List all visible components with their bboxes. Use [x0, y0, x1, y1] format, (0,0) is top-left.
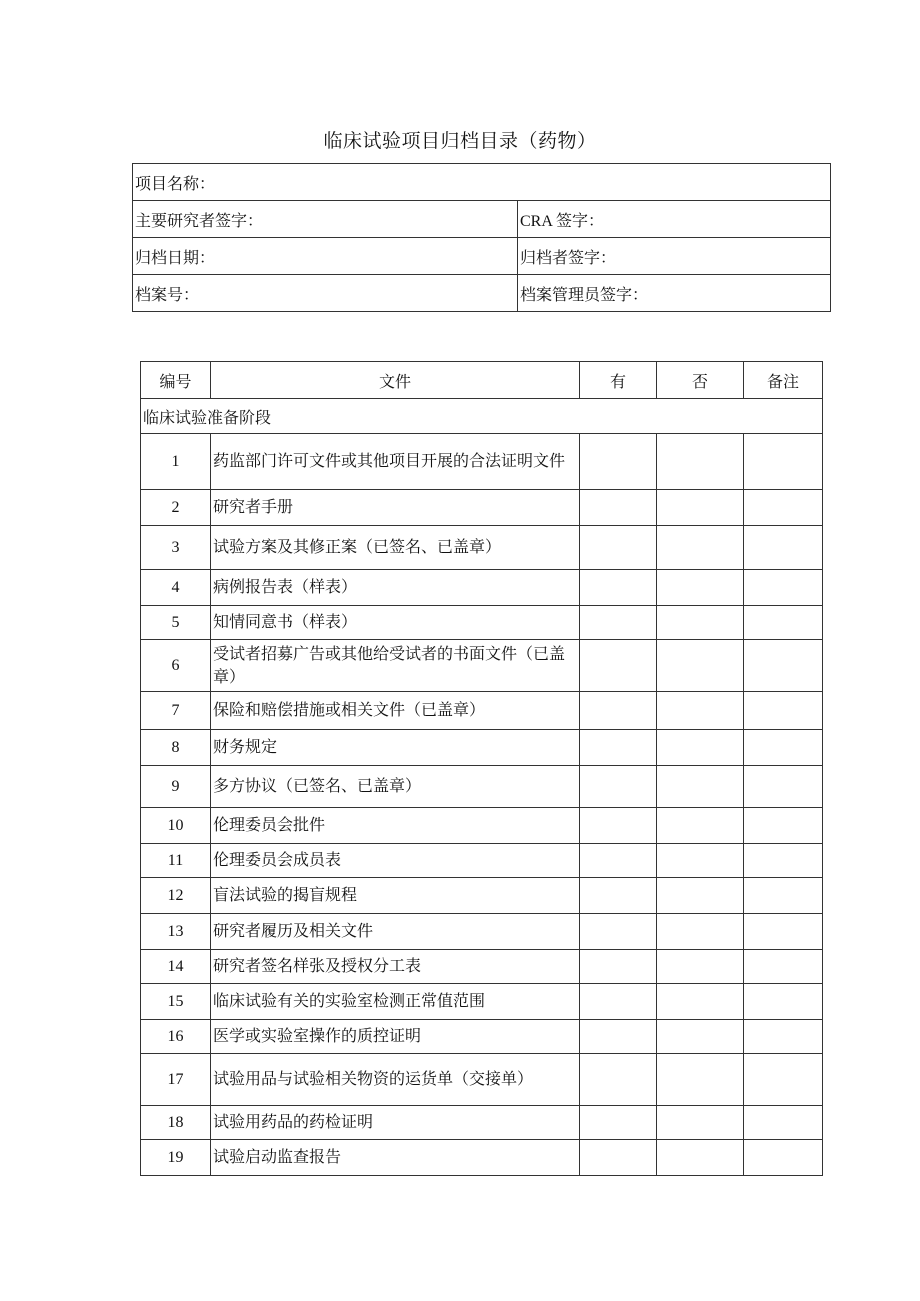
archivist-signature-field[interactable]: 档案管理员签字： [518, 275, 831, 312]
row-no-cell[interactable] [657, 766, 744, 808]
row-document: 多方协议（已签名、已盖章） [211, 766, 580, 808]
row-number: 13 [141, 914, 211, 950]
row-number: 3 [141, 526, 211, 570]
row-yes-cell[interactable] [580, 878, 657, 914]
row-remarks-cell[interactable] [744, 914, 823, 950]
project-info-table [132, 163, 831, 312]
row-no-cell[interactable] [657, 692, 744, 730]
row-no-cell[interactable] [657, 730, 744, 766]
header-yes: 有 [580, 362, 657, 399]
section-title: 临床试验准备阶段 [141, 399, 823, 434]
row-yes-cell[interactable] [580, 692, 657, 730]
table-header-row [141, 362, 823, 399]
row-remarks-cell[interactable] [744, 730, 823, 766]
file-number-field[interactable]: 档案号： [133, 275, 518, 312]
table-row [141, 1054, 823, 1106]
table-row [141, 844, 823, 878]
table-row [141, 914, 823, 950]
row-no-cell[interactable] [657, 490, 744, 526]
row-yes-cell[interactable] [580, 914, 657, 950]
row-document: 药监部门许可文件或其他项目开展的合法证明文件 [211, 434, 580, 490]
table-row [141, 692, 823, 730]
table-row [141, 1140, 823, 1176]
row-number: 17 [141, 1054, 211, 1106]
row-document: 财务规定 [211, 730, 580, 766]
row-document: 盲法试验的揭盲规程 [211, 878, 580, 914]
row-remarks-cell[interactable] [744, 1020, 823, 1054]
row-number: 2 [141, 490, 211, 526]
row-document: 受试者招募广告或其他给受试者的书面文件（已盖章） [211, 640, 580, 692]
archive-date-field[interactable]: 归档日期： [133, 238, 518, 275]
row-document: 试验用药品的药检证明 [211, 1106, 580, 1140]
table-row [141, 570, 823, 606]
table-row [141, 640, 823, 692]
row-yes-cell[interactable] [580, 1140, 657, 1176]
row-no-cell[interactable] [657, 606, 744, 640]
row-number: 10 [141, 808, 211, 844]
archiver-signature-field[interactable]: 归档者签字： [518, 238, 831, 275]
row-yes-cell[interactable] [580, 1054, 657, 1106]
row-remarks-cell[interactable] [744, 692, 823, 730]
row-no-cell[interactable] [657, 1054, 744, 1106]
row-no-cell[interactable] [657, 984, 744, 1020]
row-no-cell[interactable] [657, 914, 744, 950]
row-document: 试验方案及其修正案（已签名、已盖章） [211, 526, 580, 570]
table-row [141, 766, 823, 808]
row-remarks-cell[interactable] [744, 766, 823, 808]
row-number: 12 [141, 878, 211, 914]
row-remarks-cell[interactable] [744, 878, 823, 914]
row-yes-cell[interactable] [580, 606, 657, 640]
row-remarks-cell[interactable] [744, 434, 823, 490]
table-row [141, 878, 823, 914]
row-remarks-cell[interactable] [744, 606, 823, 640]
row-remarks-cell[interactable] [744, 490, 823, 526]
row-remarks-cell[interactable] [744, 808, 823, 844]
row-yes-cell[interactable] [580, 844, 657, 878]
archive-documents-table [140, 361, 823, 1176]
table-row [141, 984, 823, 1020]
row-document: 知情同意书（样表） [211, 606, 580, 640]
row-document: 病例报告表（样表） [211, 570, 580, 606]
row-yes-cell[interactable] [580, 570, 657, 606]
row-number: 9 [141, 766, 211, 808]
row-yes-cell[interactable] [580, 950, 657, 984]
row-no-cell[interactable] [657, 434, 744, 490]
row-yes-cell[interactable] [580, 640, 657, 692]
row-number: 6 [141, 640, 211, 692]
row-no-cell[interactable] [657, 640, 744, 692]
row-document: 伦理委员会成员表 [211, 844, 580, 878]
row-remarks-cell[interactable] [744, 984, 823, 1020]
table-row [141, 950, 823, 984]
row-number: 5 [141, 606, 211, 640]
row-remarks-cell[interactable] [744, 640, 823, 692]
table-row [141, 1020, 823, 1054]
table-row [141, 808, 823, 844]
table-row [141, 526, 823, 570]
row-yes-cell[interactable] [580, 730, 657, 766]
row-document: 伦理委员会批件 [211, 808, 580, 844]
row-remarks-cell[interactable] [744, 526, 823, 570]
row-number: 4 [141, 570, 211, 606]
row-no-cell[interactable] [657, 570, 744, 606]
row-yes-cell[interactable] [580, 766, 657, 808]
row-yes-cell[interactable] [580, 434, 657, 490]
row-yes-cell[interactable] [580, 1020, 657, 1054]
row-no-cell[interactable] [657, 1106, 744, 1140]
row-document: 研究者履历及相关文件 [211, 914, 580, 950]
header-no: 否 [657, 362, 744, 399]
row-remarks-cell[interactable] [744, 1106, 823, 1140]
row-remarks-cell[interactable] [744, 1054, 823, 1106]
table-row [141, 606, 823, 640]
row-number: 19 [141, 1140, 211, 1176]
row-remarks-cell[interactable] [744, 844, 823, 878]
row-no-cell[interactable] [657, 1140, 744, 1176]
row-document: 试验用品与试验相关物资的运货单（交接单） [211, 1054, 580, 1106]
row-no-cell[interactable] [657, 950, 744, 984]
row-remarks-cell[interactable] [744, 570, 823, 606]
row-no-cell[interactable] [657, 878, 744, 914]
row-no-cell[interactable] [657, 1020, 744, 1054]
row-document: 研究者手册 [211, 490, 580, 526]
row-number: 7 [141, 692, 211, 730]
table-row [141, 730, 823, 766]
row-number: 18 [141, 1106, 211, 1140]
row-document: 医学或实验室操作的质控证明 [211, 1020, 580, 1054]
row-document: 保险和赔偿措施或相关文件（已盖章） [211, 692, 580, 730]
row-yes-cell[interactable] [580, 526, 657, 570]
cra-signature-field[interactable]: CRA 签字： [518, 201, 831, 238]
page-title: 临床试验项目归档目录（药物） [323, 130, 597, 152]
row-number: 14 [141, 950, 211, 984]
row-document: 临床试验有关的实验室检测正常值范围 [211, 984, 580, 1020]
section-row [141, 399, 823, 434]
row-yes-cell[interactable] [580, 984, 657, 1020]
row-document: 试验启动监查报告 [211, 1140, 580, 1176]
row-number: 15 [141, 984, 211, 1020]
row-number: 1 [141, 434, 211, 490]
pi-signature-field[interactable]: 主要研究者签字： [133, 201, 518, 238]
header-number: 编号 [141, 362, 211, 399]
row-yes-cell[interactable] [580, 490, 657, 526]
row-number: 16 [141, 1020, 211, 1054]
row-yes-cell[interactable] [580, 1106, 657, 1140]
table-row [141, 434, 823, 490]
table-row [141, 490, 823, 526]
row-document: 研究者签名样张及授权分工表 [211, 950, 580, 984]
row-remarks-cell[interactable] [744, 950, 823, 984]
header-document: 文件 [211, 362, 580, 399]
row-no-cell[interactable] [657, 844, 744, 878]
row-number: 11 [141, 844, 211, 878]
row-yes-cell[interactable] [580, 808, 657, 844]
row-number: 8 [141, 730, 211, 766]
project-name-field[interactable]: 项目名称： [133, 164, 831, 201]
table-row [141, 1106, 823, 1140]
header-remarks: 备注 [744, 362, 823, 399]
row-no-cell[interactable] [657, 808, 744, 844]
row-remarks-cell[interactable] [744, 1140, 823, 1176]
row-no-cell[interactable] [657, 526, 744, 570]
